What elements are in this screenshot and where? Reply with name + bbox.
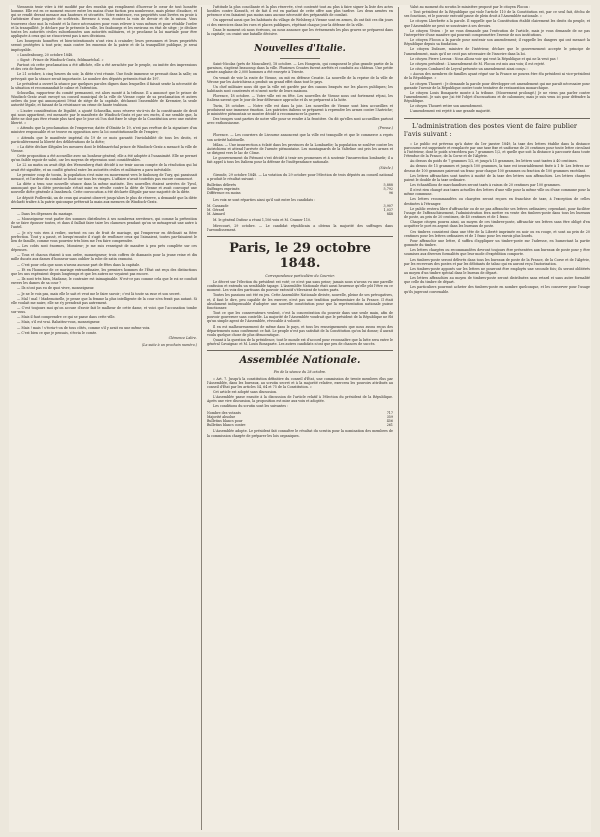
paragraph: L'Assemblée adopte. Le président fait connaître le résultat du scrutin pour la nomination des membres de la commission chargée de préparer les lois organiques.	[207, 429, 393, 438]
notice-paragraph: Chaque citoyen pourra ainsi, au moyen de ces timbres-poste, affranchir ses lettres sans être obligé d'en acquitter le port en argent dans les bureaux de poste.	[404, 220, 590, 229]
table-cell-value: 848	[386, 212, 393, 217]
table-cell-label: M. Gérard	[207, 207, 225, 212]
paragraph: Le 22 au matin on avait déjà des Wessenberg était décidé à ne tenir aucun compte de la résolution qui lui avait été signifiée, et un conflit général entre les autorités civiles et militaires a paru inévitable.	[11, 163, 197, 172]
paragraph: Le gouvernement du Piémont s'est décidé à tenir ses promesses et à soutenir l'insurrection lombarde; il a fait appel à tous les Italiens pour la défense de l'indépendance nationale.	[207, 156, 393, 165]
section-divider	[280, 39, 320, 40]
section-divider	[280, 58, 320, 59]
vote-results-table	[207, 183, 393, 196]
paragraph: Le citoyen Pierre Leroux : Nous allons voir qui veut la République et qui ne la veut pas !	[410, 56, 558, 61]
paragraph: « L'autre considération de légalité, a ajouté Schuselka, nous réserve vis-à-vis de la constituante de droit qui nous appartient, est menacée par le manifeste de Windisch-Gratz et par ses excès, il me semble que, la diète ne doit pas être réunie plus tard que le jour où l'on doit fixer le siège de la Constitution avec une entière liberté. »	[11, 108, 197, 126]
paragraph: Le décret sur l'élection du président est voté; ce n'est pas sans peine; jamais nous n'avons vu une pareille confusion et entendu un semblable tapage. L'Assemblée Nationale était aussi heureuse qu'elle pût l'être en ce moment. Les voix des partisans du pouvoir exécutif s'élevaient de toutes parts.	[207, 280, 393, 293]
author-signature: Clémence Lalire.	[168, 335, 197, 340]
notice-paragraph: Au dessus de 15 grammes et jusqu'à 100 grammes, la taxe est invariablement fixée à 1 fr. Les lettres au-dessus de 100 grammes paieront un franc pour chaque 100 grammes ou fraction de 100 grammes excédant.	[404, 164, 590, 173]
notice-paragraph: Les lettres affranchies au moyen de timbres-poste seront distribuées sans retard et sans autre formalité que celle du timbre de départ.	[404, 276, 590, 285]
notice-paragraph: Les particuliers pourront acheter des timbres-poste en nombre quelconque, et les conserver pour l'usage qu'ils jugeront convenable.	[404, 285, 590, 294]
dialogue-line: — Je ne le vois pas, mais elle le sait et veut me le faire savoir ; c'est là toute sa ruse et son secret.	[17, 291, 181, 296]
dialogue-line: — Et en l'honneur de ce mariage extraordinaire, les premiers hommes de l'État ont reçu des distinctions que les uns espéraient depuis longtemps et que les autres ne voyaient pas encore.	[11, 267, 197, 276]
paragraph: Les voix se sont réparties ainsi qu'il suit entre les candidats :	[213, 197, 316, 202]
table-cell-value: 261	[386, 423, 393, 428]
table-cell-label: Différence en moins	[207, 191, 241, 196]
table-row	[207, 191, 393, 195]
table-cell-value: 3,907	[383, 203, 393, 208]
paragraph: Vienneois tenir vitre à été modifié par des envahis qui remplissent d'horreur le cœur de tout honnête homme. Elle est en ce moment encore entre les mains d'une faction peu nombreuse, mais pleine d'audace, et qui se rendit devant menace aux hauteurs et sécurités. Votre existence, vos propriétés sont livrées en proie à l'arbitraire d'une poignée de scélérats. Revenez à vous, écoutez la voix de devoir et de la raison. Vous trouverez chez moi la volonté et la force nécessaires pour vous relever à vous mêmes et pour rétablir l'ordre et la tranquillité. Je déclare par le présente la ville, les faubourgs et les environs en état de siège ; je déclare toutes les autorités civiles subordonnées aux autorités militaires, et je proclame la loi martiale pour être appliquée à ceux qui ne s'inscrivent pas à mes décisions.	[11, 5, 197, 39]
paragraph: Le citoyen Vivien : Je ne vous demande pas l'exécution de l'article, mais je vous demande de ne pas l'interpréter d'une manière qui pourrait compromettre l'avenir de nos institutions.	[404, 28, 590, 37]
table-cell-value: 456	[386, 419, 393, 423]
paragraph: On venait de voir la route de Vienne, on mit en défense Croatie. La nouvelle de la reprise de la ville de Vérone par les Autrichiens a produit un grand effet dans tout le pays.	[207, 75, 393, 84]
paragraph: Le citoyen Flocon a la parole pour soutenir son amendement; il rappelle les dangers qui ont menacé la République depuis sa fondation.	[404, 38, 590, 47]
paragraph: Le citoyen Thouret retire son amendement.	[410, 104, 483, 109]
notice-paragraph: Au dessus du poids de 7 grammes 1/2, et jusqu'à 15 grammes, les lettres sont taxées à 40 centimes.	[410, 159, 578, 164]
paragraph: Cet article est adopté sans discussion.	[213, 389, 278, 394]
dialogue-line: — Mais ! mais ! s'écria-t-on de tous côtés, comme s'il y avait eu une même voix.	[17, 325, 151, 330]
paragraph: « Aucun des membres de familles ayant régné sur la France ne pourra être élu président ni vice-président de la République. »	[404, 72, 590, 81]
paragraph: Le citoyen Thouret : Je demande la parole pour développer cet amendement qui me paraît nécessaire pour garantir l'avenir de la République contre toute tentative de restauration monarchique.	[404, 81, 590, 90]
paragraph: « Attendu que la proclamation de l'empereur, datée d'Olmütz le 19, n'est pas revêtue de la signature d'un ministre responsable et se trouve en opposition avec la loi constitutionnelle de l'empire;	[11, 126, 197, 135]
dialogue-line: — C'est toujours moi qu'on accuse d'avoir fait le malheur de cette dame, et voici que l'accusation tombe sur vous.	[11, 306, 197, 315]
paragraph: Le 21 octobre, à cinq heures du soir, la diète s'est réunie. Une foule immense se pressait dans la salle; on prévoyait que la séance serait importante. Le nombre des députés présents était de 197.	[11, 72, 197, 81]
table-cell-value: 96	[388, 191, 393, 196]
table-cell-value: 717	[386, 410, 393, 415]
section-divider	[404, 118, 590, 119]
notice-paragraph: Le public restera libre d'affranchir ou de ne pas affranchir ses lettres ordinaires; cependant, pour faciliter l'usage de l'affranchissement, l'administration fera mettre en vente des timbres-poste dans tous les bureaux de poste, au prix de 20 centimes, de 40 centimes et de 1 franc.	[404, 206, 590, 220]
notice-paragraph: Les lettres chargées ou recommandées devront toujours être présentées aux bureaux de poste pour y être soumises aux diverses formalités que leur mode d'expédition comporte.	[404, 248, 590, 257]
paragraph: Quant à la question de la présidence, tout le monde est d'accord pour reconnaître que la lutte sera entre le général Cavaignac et M. Louis Bonaparte. Les autres candidats n'ont que peu de chances de succès.	[207, 338, 393, 347]
section-subhead: Fin de la séance du 28 octobre.	[273, 370, 327, 375]
notice-paragraph: Pour affranchir une lettre, il suffira d'appliquer un timbre-poste sur l'adresse, en humectant la partie gommée du timbre.	[404, 238, 590, 248]
dialogue-line: — Mais il faut comprendre ce qui se passe dans cette ville.	[17, 315, 116, 320]
paragraph: Milan. — Une insurrection a éclaté dans les provinces de la Lombardie; la population se soulève contre les Autrichiens et attend l'arrivée de l'armée piémontaise. Les montagnards de la Valteline ont pris les armes et se dirigent vers le lac de Côme.	[207, 142, 393, 156]
paragraph: » Attendu que le manifeste impérial du 19 de ce mois garantit l'inviolabilité de tous les droits, et particulièrement la liberté des délibérations de la diète;	[11, 135, 197, 144]
paragraph: Le président a ouvert la séance par quelques paroles dignes dans lesquelles il faisait sentir la nécessité de la situation et recommandait le calme et l'attention.	[11, 81, 197, 90]
dateline: » Lundenbourg, 20 octobre 1848.	[17, 52, 74, 57]
paragraph: Les conditions du scrutin sont les suivantes :	[213, 404, 289, 409]
notice-paragraph: Les échantillons de marchandises seront taxés à raison de 20 centimes par 100 grammes.	[410, 183, 561, 187]
newspaper-page	[9, 5, 591, 832]
right-column	[404, 5, 590, 832]
table-cell-label: M. Aimard	[207, 212, 225, 217]
section-divider	[207, 236, 393, 237]
dialogue-line: — C'est pour cela que nous n'avons aucune part de fêtes dans la capitale.	[17, 262, 141, 267]
paragraph: Schuselka, rapporteur du comité permanent, est alors monté à la tribune. Il a annoncé que le prince de Windisch-Gratz avait envoyé un conseil municipal de la ville de Vienne copie de sa proclamation et autres ordres du jour qui annonçaient l'état de siège de la capitale, déclarant l'assemblée de Kremsier, la seule autorité légale, et faisant de la résistance un crime de haute trahison.	[11, 90, 197, 108]
dialogue-line: — C'est bien ce que je pensais, s'écria le comte.	[17, 330, 98, 335]
dialogue-line: — Monseigneur veut parler des sommes distribuées à ses nombreux serviteurs, qui comme la prétention de se faire épouser toutes, et dans il faillait faire taire les clameurs pendant qu'on se ménagerait une autre à l'autel.	[11, 217, 197, 230]
table-cell-label: Majorité absolue	[207, 414, 236, 419]
paragraph: Cette proposition a été accueillie avec un bonheur général; elle a été adoptée à l'unanimité. Elle ne permet qu'un faible espoir de salut, car les moyens de répression sont considérables.	[11, 154, 197, 163]
paragraph: l'attitude la plus conciliante et la plus réservée, s'est contenté tout au plus à faire signer la liste des actes hostiles contre Kossuth, et de fait il est en parlant de cette offre aux plus tardive. Les deux armées en présence n'en faisaient pas moins sans aucune nécessité des préparatifs de combat.	[207, 5, 393, 18]
notice-paragraph: « Le public est prévenu qu'à dater du 1er janvier 1849, la taxe des lettres établie dans la distance parcourue est supprimée et remplacée par une taxe fixe et uniforme de 20 centimes pour toute lettre circulant à l'intérieur, dont le poids n'excédera pas 7 grammes 1/2, et quelle que soit la distance à parcourir dans toute l'étendue de la France, de la Corse et de l'Algérie.	[404, 141, 590, 159]
notice-paragraph: Les lettres affranchies sont taxées à moitié de la taxe des lettres non affranchies. Les lettres chargées paient le double de la taxe ordinaire.	[404, 173, 590, 182]
paragraph: » La diète déclare illégales les mesures dont le feldmaréchal prince de Windisch-Gratz a menacé la ville de Vienne.	[11, 144, 197, 153]
paragraph: Saint-Nicolas (près de Moncalieri), 18 octobre. — Les Hongrois, qui composent le plus grande partie de la garnison, s'agitent beaucoup dans la ville. Plusieurs Croates furent arrêtés et conduits au château. Une petite armée anglaise de 2,000 hommes a été envoyée à Trieste.	[207, 62, 393, 75]
paragraph: Gironde, 29 octobre 1848. — La votation du 29 octobre pour l'élection de trois députés au conseil national a produit le résultat suivant :	[207, 172, 393, 181]
section-divider	[11, 208, 197, 209]
signature-line: » Signé : Prince de Windisch-Gratz, feldmaréchal. »	[17, 57, 104, 62]
paragraph: Le premier coup de tocsin, la population s'est mise en mouvement vers le faubourg de Tury, qui paraissait menacé, et l'ardeur du combat se lisait sur tous les visages. L'affaire n'avait toutefois pas encore commencé.	[11, 172, 197, 181]
paragraph: Le citoyen Louis Bonaparte monte à la tribune. (Mouvement prolongé.) Je ne viens pas parler contre l'amendement. Je sais que j'ai été l'objet d'accusations et de calomnies; mais je suis venu ici pour défendre la République.	[404, 90, 590, 104]
table-cell-value: 5,792	[383, 187, 393, 192]
table-cell-label: Suffrages exprimés	[207, 187, 240, 192]
paragraph: Les bourgeois honnêtes et bien-intentionnés n'ont rien à craindre; leurs personnes et leurs propriétés seront protégées à tout prix; mais contre les ennemis de la patrie et de la tranquillité publique, je serai impitoyable.	[11, 39, 197, 52]
dialogue-line: — Mal ! mal ! Mademoiselle, je pense que la femme la plus intelligente de la cour n'en ferait pas autant. Si elle voulait me nuire, elle ne s'y prendrait pas autrement.	[11, 296, 197, 305]
table-cell-label: Nombre des votants	[207, 410, 241, 415]
notice-paragraph: Il n'est rien changé aux taxes actuelles des lettres d'une ville pour la même ville ou d'une commune pour la même commune.	[404, 188, 590, 197]
paragraph: L'Assemblée passe ensuite à la discussion de l'article relatif à l'élection du président de la République. Après une vive discussion, la proposition est mise aux voix et adoptée.	[207, 395, 393, 404]
paragraph: L'amendement est rejeté à une grande majorité.	[410, 109, 491, 114]
feuilleton-body	[11, 212, 197, 347]
paragraph: Il en est malheureusement de même dans le pays, et tous les renseignements que nous avons reçus des départements nous confirment ce fait. Le peuple n'est pas satisfait de la Constitution qu'on lui donne; il aurait voulu quelque chose de plus démocratique.	[207, 324, 393, 337]
paragraph: On apprend aussi que les habitants du village de Welsberg à Vienne sont en armes, ils ont fait ces dix jours ci des exercices dans les rues et places publiques, répétant chaque jour la défense de la ville.	[207, 18, 393, 27]
table-cell-label: Bulletins blancs pour	[207, 419, 243, 423]
notice-paragraph: Les timbres-poste seront délivrés dans tous les bureaux de poste de la France, de la Corse et de l'Algérie, par les receveurs des postes et par les débitants de tabac qui en auront reçu l'autorisation.	[404, 257, 590, 266]
notice-paragraph: Les timbres-poste apposés sur les lettres ne pourront être employés une seconde fois; ils seront oblitérés au moyen d'un timbre spécial dans le bureau de départ.	[404, 266, 590, 275]
middle-column	[207, 5, 393, 832]
assembly-vote-table	[207, 411, 393, 428]
paragraph: « Art. 7. Jusqu'à la constitution définitive du conseil d'État, une commission de trente membres élus par l'Assemblée, dans les bureaux, au scrutin secret et à la majorité relative, exercera les pouvoirs attribués au conseil d'État par les articles 54, 64 et 75 de la Constitution. »	[207, 376, 393, 389]
paragraph: Florence, 18 octobre. — Votre ville est en fête. Les nouvelles de Vienne nous ont fortement réjoui, les Italiens savent que le jour de leur délivrance approche et ils se préparent à la lutte.	[207, 94, 393, 103]
paragraph: Le citoyen président : L'amendement de M. Flocon est mis aux voix; il est rejeté.	[410, 61, 546, 66]
table-cell-label: Bulletins délivrés	[207, 183, 237, 187]
continuation-note: (La suite à un prochain numéro.)	[142, 343, 197, 348]
paragraph: Le citoyen Combarel de Leyval présente un amendement ainsi conçu :	[410, 67, 528, 72]
column-rule	[398, 7, 399, 830]
left-article-body	[11, 5, 197, 204]
dialogue-line: — Mais, s'il est vrai. Rabattez-vous, monseigneur.	[17, 320, 101, 325]
table-row	[207, 423, 393, 427]
left-column	[11, 5, 197, 832]
candidate-results-table	[207, 204, 393, 217]
column-rule	[201, 7, 202, 830]
paragraph: Le citoyen Lherbette a la parole. Il rappelle que la Constitution établit clairement les droits du peuple, et que l'Assemblée ne peut se soustraire à ses devoirs.	[404, 19, 590, 28]
section-title-assemblee: Assemblée Nationale.	[239, 355, 361, 367]
postal-notice-heading: L'administration des postes vient de faire publier l'avis suivant :	[404, 121, 577, 138]
table-cell-value: 1,037	[383, 207, 393, 212]
source-note: (Presse.)	[378, 126, 393, 131]
paragraph: « Tout président de la République qui viole l'article 110 de la Constitution est, par ce seul fait, déchu de ses fonctions, et le pouvoir exécutif passe de plein droit à l'Assemblée nationale. »	[404, 10, 590, 19]
paragraph: Un chef militaire nous dit que la ville est gardée par des canons braqués sur les places publiques; les habitants sont consternés et n'osent sortir de leurs maisons.	[207, 84, 393, 94]
paragraph: Florence. — Les courriers de Livourne annoncent que la ville est tranquille et que le commerce a repris son activité habituelle.	[207, 133, 393, 142]
dialogue-line: — Ils n'ont pas eu de quoi vivre, monseigneur.	[17, 286, 95, 291]
section-subhead: Correspondance particulière du Courrier.	[265, 273, 335, 278]
section-title-italie: Nouvelles d'Italie.	[254, 44, 346, 55]
section-divider	[207, 350, 393, 351]
paragraph: Des troupes sont parties de notre ville pour se rendre à la frontière. On dit qu'elles sont accueillies partout avec enthousiasme.	[207, 116, 393, 126]
paragraph: Tout ce que les conservateurs veulent, c'est la concentration du pouvoir dans une seule main, afin de pouvoir gouverner sans contrôle. La majorité de l'Assemblée voudrait que le président de la République ne fût qu'un simple agent de l'Assemblée, révocable à volonté.	[207, 311, 393, 324]
table-cell-label: M. Cassaude	[207, 203, 229, 208]
source-note: (Siècle.)	[379, 165, 393, 170]
dialogue-line: — Les coûts sont énormes, Monsieur; je me suis renseigné de manière à peu près complète sur ces dépenses.	[11, 243, 197, 253]
table-row	[207, 212, 393, 216]
paragraph: La diète a tenu une nouvelle séance dans la même matinée. Des nouvelles étaient arrivées de Tyrol, annonçant que la diète provinciale s'était mise en révolte contre la diète de Vienne et avait convoqué une nouvelle diète générale à Innsbruck. Cette convocation a été déclarée illégale par une majorité de la diète.	[11, 182, 197, 195]
paragraph: Mirecourt, 29 octobre. — Le candidat républicain a obtenu la majorité des suffrages dans l'arrondissement.	[207, 223, 393, 232]
table-cell-value: 359	[386, 414, 393, 419]
table-cell-value: 5,888	[383, 183, 393, 187]
notice-paragraph: Ces timbres consistent dans une tête de la Liberté imprimée en noir ou en rouge, et sont au prix de 20 centimes pour les lettres ordinaires et de 1 franc pour les envois plus lourds.	[404, 229, 590, 238]
dialogue-line: — Je n'y vois rien à redire, surtout en cas de fruit de mariage, qui l'empereur en déclinait sa fière perfection. Tout y a passé, et lorsqu'ensuite il s'agit de renflouer ceux qui l'aimaient, toutes par-faisaient le lien de famille, comme vous pourriez très bien me l'en faire comprendre.	[11, 230, 197, 243]
paragraph: Dans le moment où nous écrivons, on nous annonce que les événements les plus graves se préparent dans la capitale; on craint une bataille décisive.	[207, 27, 393, 36]
paragraph: Toutes les passions ont été en jeu. Cette Assemblée Nationale divisée, nouvelle, pleine de ses prérogatives, et, il faut le dire, peu capable de les exercer, n'est pas une tradition parlementaire de la France. Il était absolument indispensable d'adopter une nouvelle constitution pour que la représentation nationale puisse fonctionner.	[207, 293, 393, 310]
paragraph: Partout où cette proclamation a été affichée, elle a été arrachée par le peuple, ou imitée des impressions et des cris de fureur.	[11, 63, 197, 72]
paragraph: Valut au moment du scrutin le ministère proposé par le citoyen Flocon :	[410, 5, 531, 9]
paragraph: Le citoyen Dufaure, ministre de l'intérieur, déclare que le gouvernement accepte le principe de l'amendement, mais qu'il ne croit pas nécessaire de l'inscrire dans la loi.	[404, 47, 590, 56]
table-cell-label: Bulletins blancs contre	[207, 423, 246, 428]
paragraph: M. le général Dufour a réuni 1,106 voix et M. Cramer 110.	[213, 218, 312, 223]
paragraph: Le député Podlewski, un de ceux qui avaient observé jusqu'alors le plus de réserve, a demandé que la diète déclarât traître à la patrie quiconque prêterait la main aux mesures de Windisch-Gratz.	[11, 195, 197, 204]
dialogue-line: — Dans les dépenses du mariage.	[17, 211, 74, 216]
dialogue-line: — Ils sont très bien, Madame, le contraire est inimaginable. N'est-ce pas comme cela que le roi se conduit envers les dames de sa cour ?	[11, 277, 197, 286]
section-title-paris: Paris, le 29 octobre 1848.	[229, 240, 371, 271]
notice-paragraph: Les lettres recommandées ou chargées seront reçues en franchise de taxe, à l'exception de celles destinées à l'étranger.	[404, 197, 590, 206]
paragraph: Turin, 18 octobre. — Notre ville est dans la joie. Les nouvelles de Vienne sont bien accueillies et produisent une immense émotion. Les patriotes italiens se préparent à reprendre les armes contre l'Autriche; le ministère piémontais se montre décidé à recommencer la guerre.	[207, 103, 393, 116]
dialogue-line: — Tous et chacun étaient à son ordre, monseigneur; trois coffres de diamants pour la jeune reine et dix mille ducats aux dames d'honneur sans oublier la robe de satin cramoisi.	[11, 253, 197, 262]
